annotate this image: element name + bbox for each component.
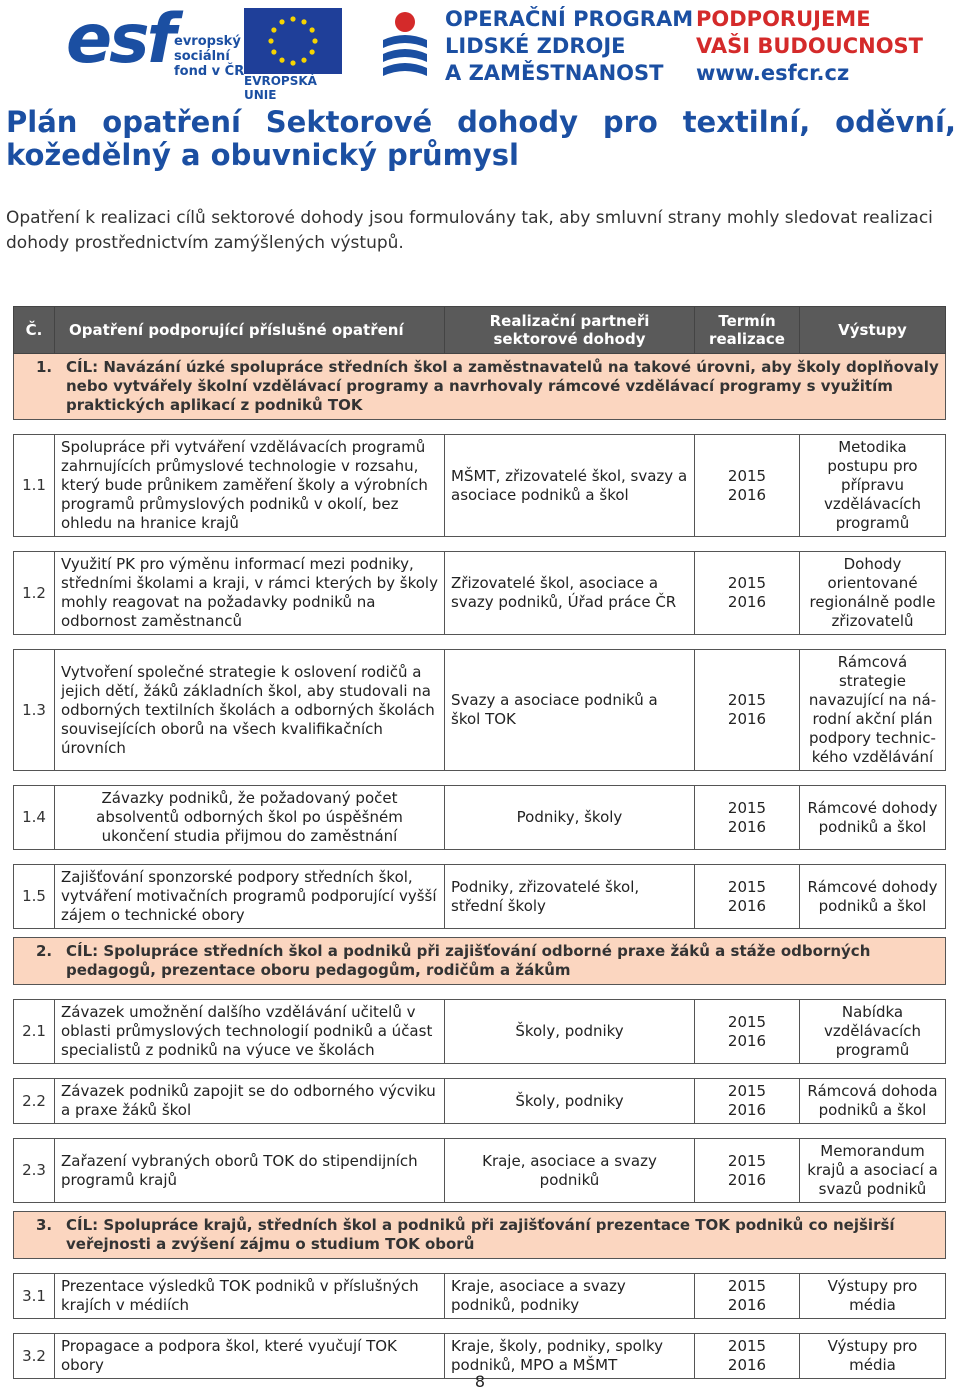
output-text: Metodika postupu pro přípravu vzdělávacích programů <box>800 435 946 537</box>
slogan: PODPORUJEME VAŠI BUDOUCNOST www.esfcr.cz <box>696 7 924 85</box>
measures-table <box>13 306 946 1379</box>
row-spacer <box>14 771 946 786</box>
partners-text: Zřizovatelé škol, asociace a svazy podniků, Úřad práce ČR <box>445 552 695 635</box>
term-year: 2015 <box>727 877 767 896</box>
term-cell <box>695 865 800 929</box>
row-spacer-cell <box>14 1124 946 1139</box>
measure-number: 2.2 <box>14 1079 55 1124</box>
eu-star-icon <box>279 58 284 63</box>
row-spacer <box>14 420 946 435</box>
output-text: Memorandum krajů a asociací a svazů podniků <box>800 1139 946 1203</box>
measure-number: 3.1 <box>14 1274 55 1319</box>
term-cell <box>695 1000 800 1064</box>
partners-text: MŠMT, zřizovatelé škol, svazy a asociace podniků a škol <box>445 435 695 537</box>
intro-paragraph: Opatření k realizaci cílů sektorové dohody jsou formulovány tak, aby smluvní strany mohly sledovat realizaci dohody prostřednictvím zamýšlených výstupů. <box>6 208 933 253</box>
measure-text: Prezentace výsledků TOK podniků v příslušných krajích v médiích <box>55 1274 445 1319</box>
table-row <box>14 1079 946 1124</box>
term-year: 2016 <box>727 1296 767 1314</box>
row-spacer <box>14 985 946 1000</box>
eu-star-icon <box>310 49 315 54</box>
term-year: 2015 <box>727 574 767 592</box>
goal-number: 1. <box>36 358 53 376</box>
measure-text: Závazky podniků, že požadovaný počet absolventů odborných škol po úspěšném ukončení studia přijmou do zaměstnání <box>55 786 445 850</box>
op-program-name: OPERAČNÍ PROGRAM LIDSKÉ ZDROJE A ZAMĚSTNANOST <box>445 7 694 85</box>
output-text: Výstupy pro média <box>800 1334 946 1379</box>
header-outputs: Výstupy <box>800 307 946 354</box>
goal-cell <box>14 354 946 420</box>
header-logos <box>0 0 960 102</box>
term-year: 2015 <box>727 1337 767 1355</box>
row-spacer <box>14 1124 946 1139</box>
term-cell <box>695 786 800 850</box>
goal-spacer-cell <box>14 929 946 938</box>
goal-text: CÍL: Spolupráce krajů, středních škol a podniků při zajišťování prezentace TOK podniků co nejširší veřejnosti a zvýšení zájmu o studium TOK oborů <box>66 1216 895 1253</box>
term-year: 2016 <box>727 485 767 504</box>
goal-number: 3. <box>36 1216 53 1234</box>
measure-number: 1.3 <box>14 650 55 771</box>
row-spacer-cell <box>14 420 946 435</box>
term-year: 2016 <box>727 1031 767 1050</box>
page-number: 8 <box>474 1372 486 1391</box>
partners-text: Školy, podniky <box>445 1000 695 1064</box>
measure-number: 2.3 <box>14 1139 55 1203</box>
goal-cell <box>14 938 946 985</box>
eu-star-icon <box>301 19 306 24</box>
term-cell <box>695 1139 800 1203</box>
partners-text: Svazy a asociace podniků a škol TOK <box>445 650 695 771</box>
term-year: 2016 <box>727 593 767 611</box>
page-title: Plán opatření Sektorové dohody pro textilní, oděvní, kožedělný a obuvnický průmysl <box>6 105 956 172</box>
row-spacer-cell <box>14 850 946 865</box>
goal-row <box>14 938 946 985</box>
table-row <box>14 865 946 929</box>
header-measure: Opatření podporující příslušné opatření <box>55 307 445 354</box>
row-spacer <box>14 635 946 650</box>
term-year: 2015 <box>727 798 767 817</box>
table-row <box>14 650 946 771</box>
eu-star-icon <box>271 27 276 32</box>
esf-logo-word: esf <box>66 0 174 79</box>
term-cell <box>695 1274 800 1319</box>
eu-flag-icon <box>244 8 342 74</box>
eu-star-icon <box>271 49 276 54</box>
output-text: Výstupy pro média <box>800 1274 946 1319</box>
partners-text: Školy, podniky <box>445 1079 695 1124</box>
table-row <box>14 1000 946 1064</box>
eu-star-icon <box>301 58 306 63</box>
term-cell <box>695 1079 800 1124</box>
measure-text: Vytvoření společné strategie k oslovení rodičů a jejich dětí, žáků základních škol, aby studovali na odborných textilních školách a odborných školách souvisejících oborů na všech kvalifikačních úrovních <box>55 650 445 771</box>
header-partners: Realizační partneři sektorové dohody <box>445 307 695 354</box>
output-text: Rámcové dohody podniků a škol <box>800 865 946 929</box>
term-cell <box>695 435 800 537</box>
term-cell <box>695 552 800 635</box>
term-year: 2016 <box>727 1356 767 1374</box>
term-year: 2016 <box>727 710 767 728</box>
row-spacer <box>14 537 946 552</box>
eu-star-icon <box>279 19 284 24</box>
measure-text: Závazek umožnění dalšího vzdělávání učitelů v oblasti průmyslových technologií podniků a účast specialistů z podniků na výuce ve školách <box>55 1000 445 1064</box>
op-program-icon <box>375 6 435 84</box>
term-year: 2016 <box>727 896 767 915</box>
header-num: Č. <box>14 307 55 354</box>
esf-url: www.esfcr.cz <box>696 61 850 85</box>
goal-text: CÍL: Navázání úzké spolupráce středních škol a zaměstnavatelů na takové úrovni, aby školy doplňovaly nebo vytvářely školní vzdělávací programy a navrhovaly rámcové vzdělávací programy s využitím praktických aplikací z podniků TOK <box>66 358 939 414</box>
row-spacer-cell <box>14 1259 946 1274</box>
table-row <box>14 786 946 850</box>
measure-number: 2.1 <box>14 1000 55 1064</box>
row-spacer-cell <box>14 635 946 650</box>
goal-row <box>14 354 946 420</box>
esf-logo <box>66 0 341 102</box>
goal-spacer <box>14 929 946 938</box>
goal-text: CÍL: Spolupráce středních škol a podniků při zajišťování odborné praxe žáků a stáže odborných pedagogů, prezentace oboru pedagogům, rodičům a žákům <box>66 942 871 979</box>
term-year: 2016 <box>727 1170 767 1189</box>
term-year: 2015 <box>727 1277 767 1295</box>
row-spacer-cell <box>14 1319 946 1334</box>
term-cell <box>695 650 800 771</box>
row-spacer <box>14 1259 946 1274</box>
term-year: 2015 <box>727 1151 767 1170</box>
term-year: 2016 <box>727 1101 767 1119</box>
eu-star-icon <box>268 38 273 43</box>
output-text: Rámcové dohody podniků a škol <box>800 786 946 850</box>
eu-star-icon <box>310 27 315 32</box>
table-row <box>14 435 946 537</box>
measure-text: Zařazení vybraných oborů TOK do stipendijních programů krajů <box>55 1139 445 1203</box>
esf-logo-subtitle: evropský sociální fond v ČR <box>174 34 245 79</box>
goal-spacer <box>14 1203 946 1212</box>
eu-star-icon <box>312 38 317 43</box>
partners-text: Kraje, školy, podniky, spolky podniků, MPO a MŠMT <box>445 1334 695 1379</box>
goal-number: 2. <box>36 942 53 960</box>
measure-number: 1.5 <box>14 865 55 929</box>
header-term: Termín realizace <box>695 307 800 354</box>
goal-spacer-cell <box>14 1203 946 1212</box>
output-text: Nabídka vzdělávacích programů <box>800 1000 946 1064</box>
row-spacer <box>14 1064 946 1079</box>
partners-text: Kraje, asociace a svazy podniků, podniky <box>445 1274 695 1319</box>
row-spacer-cell <box>14 537 946 552</box>
measure-text: Propagace a podpora škol, které vyučují TOK obory <box>55 1334 445 1379</box>
table-row <box>14 1139 946 1203</box>
goal-cell <box>14 1212 946 1259</box>
eu-star-icon <box>290 16 295 21</box>
measure-number: 1.4 <box>14 786 55 850</box>
measure-number: 1.2 <box>14 552 55 635</box>
partners-text: Podniky, školy <box>445 786 695 850</box>
row-spacer <box>14 1319 946 1334</box>
term-year: 2015 <box>727 1012 767 1031</box>
measure-text: Zajišťování sponzorské podpory středních škol, vytváření motivačních programů podporující vyšší zájem o technické obory <box>55 865 445 929</box>
table-row <box>14 552 946 635</box>
output-text: Rámcová dohoda podniků a škol <box>800 1079 946 1124</box>
measure-text: Spolupráce při vytváření vzdělávacích programů zahrnujících průmyslové technologie v rozsahu, který bude průnikem zaměření školy a výrobních programů průmyslových podniků v okolí, bez ohledu na hranice krajů <box>55 435 445 537</box>
output-text: Dohody orientované regionálně podle zřizovatelů <box>800 552 946 635</box>
measure-text: Závazek podniků zapojit se do odborného výcviku a praxe žáků škol <box>55 1079 445 1124</box>
table-header-row <box>14 307 946 354</box>
goal-row <box>14 1212 946 1259</box>
term-year: 2015 <box>727 1082 767 1100</box>
term-year: 2015 <box>727 691 767 709</box>
eu-star-icon <box>290 60 295 65</box>
eu-label: EVROPSKÁ UNIE <box>244 74 317 102</box>
row-spacer <box>14 850 946 865</box>
measure-text: Využití PK pro výměnu informací mezi podniky, středními školami a kraji, v rámci kterých by školy mohly reagovat na požadavky podniků na odbornost zaměstnanců <box>55 552 445 635</box>
measure-number: 1.1 <box>14 435 55 537</box>
measure-number: 3.2 <box>14 1334 55 1379</box>
row-spacer-cell <box>14 771 946 786</box>
term-year: 2016 <box>727 817 767 836</box>
output-text: Rámcová strategie navazující na ná-rodní akční plán podpory technic-kého vzdělávání <box>800 650 946 771</box>
table-row <box>14 1274 946 1319</box>
term-year: 2015 <box>727 466 767 485</box>
row-spacer-cell <box>14 985 946 1000</box>
partners-text: Kraje, asociace a svazy podniků <box>445 1139 695 1203</box>
row-spacer-cell <box>14 1064 946 1079</box>
partners-text: Podniky, zřizovatelé škol, střední školy <box>445 865 695 929</box>
